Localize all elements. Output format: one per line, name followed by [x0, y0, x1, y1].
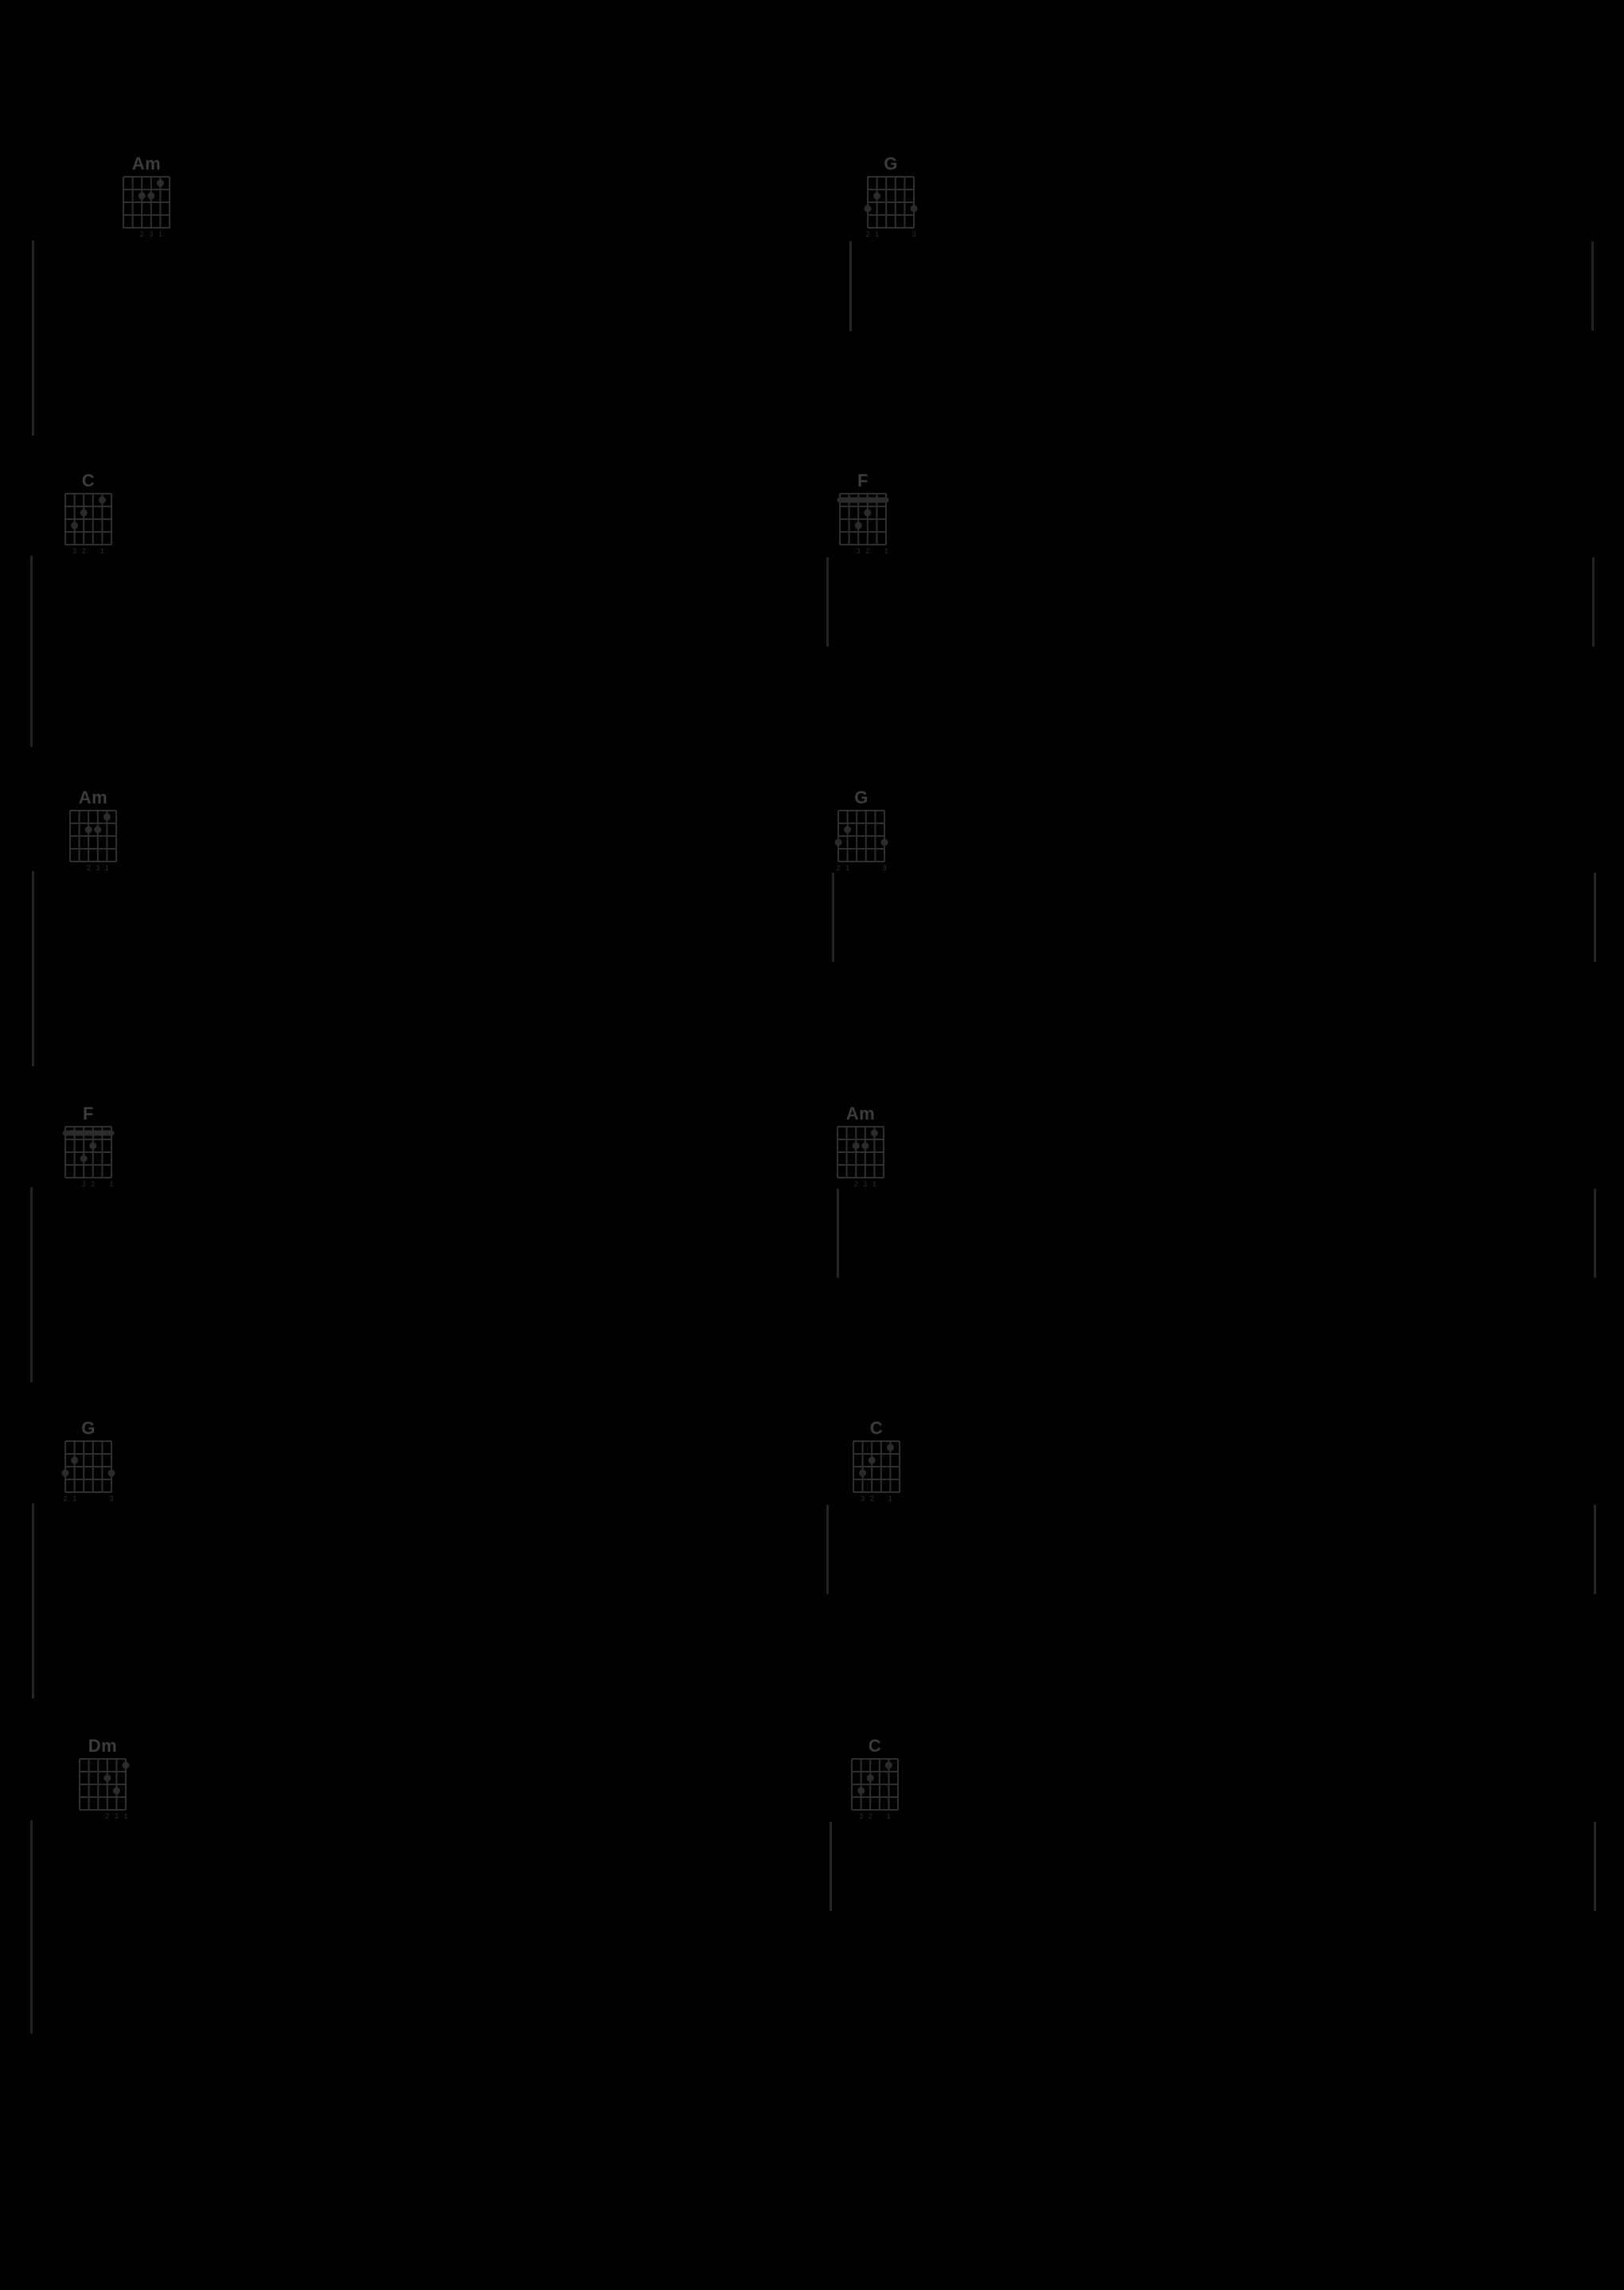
svg-text:1: 1 — [109, 1180, 114, 1188]
svg-text:2: 2 — [853, 1180, 858, 1188]
svg-text:3: 3 — [96, 864, 100, 872]
vertical-rule-7 — [832, 873, 834, 962]
svg-text:2: 2 — [836, 864, 841, 872]
vertical-rule-8 — [1594, 873, 1596, 962]
svg-text:3: 3 — [912, 230, 916, 238]
chord-grid-icon — [65, 809, 121, 874]
svg-text:2: 2 — [869, 1495, 874, 1503]
chord-diagram-c-9 — [849, 1419, 904, 1505]
svg-text:1: 1 — [884, 547, 888, 555]
svg-text:1: 1 — [872, 1180, 876, 1188]
chord-label: G — [854, 787, 869, 807]
svg-text:3: 3 — [882, 864, 887, 872]
svg-text:3: 3 — [861, 1495, 865, 1503]
chord-grid-icon — [863, 175, 919, 240]
svg-text:2: 2 — [81, 547, 86, 555]
chord-grid-icon — [835, 492, 891, 557]
vertical-rule-11 — [1594, 1189, 1596, 1278]
chord-label: C — [869, 1418, 884, 1438]
svg-text:2: 2 — [868, 1812, 873, 1820]
chord-diagram-am-7 — [833, 1104, 888, 1190]
vertical-rule-9 — [30, 1187, 33, 1382]
vertical-rule-1 — [849, 241, 852, 331]
svg-text:2: 2 — [865, 230, 870, 238]
chord-grid-icon — [833, 809, 889, 874]
chord-grid-icon — [61, 1125, 116, 1190]
svg-text:1: 1 — [123, 1812, 128, 1820]
vertical-rule-5 — [1592, 557, 1595, 647]
vertical-rule-12 — [32, 1503, 34, 1698]
svg-text:3: 3 — [109, 1495, 114, 1503]
svg-text:3: 3 — [863, 1180, 868, 1188]
chord-grid-icon — [849, 1440, 904, 1505]
chord-diagram-g-8 — [61, 1419, 116, 1505]
svg-text:1: 1 — [100, 547, 104, 555]
chord-grid-icon — [833, 1125, 888, 1190]
svg-text:1: 1 — [875, 230, 880, 238]
svg-text:3: 3 — [856, 547, 861, 555]
chord-label: F — [83, 1104, 94, 1124]
svg-text:1: 1 — [888, 1495, 892, 1503]
vertical-rule-14 — [1594, 1505, 1596, 1594]
chord-diagram-dm-10 — [75, 1737, 131, 1823]
chord-diagram-f-6 — [61, 1104, 116, 1190]
svg-text:3: 3 — [859, 1812, 864, 1820]
vertical-rule-15 — [30, 1820, 33, 2034]
vertical-rule-6 — [32, 871, 34, 1066]
chord-diagram-g-5 — [833, 788, 889, 874]
svg-text:1: 1 — [158, 230, 162, 238]
svg-text:2: 2 — [63, 1495, 68, 1503]
chord-label: Am — [131, 154, 162, 174]
svg-text:3: 3 — [114, 1812, 119, 1820]
chord-label: F — [857, 471, 869, 490]
chord-grid-icon — [61, 492, 116, 557]
chord-diagram-c-2 — [61, 471, 116, 557]
chord-diagram-am-0 — [119, 154, 174, 240]
chord-grid-icon — [847, 1757, 903, 1823]
vertical-rule-2 — [1591, 241, 1594, 330]
vertical-rule-10 — [837, 1189, 839, 1278]
chord-grid-icon — [119, 175, 174, 240]
chord-diagram-f-3 — [835, 471, 891, 557]
chord-label: Am — [845, 1104, 876, 1124]
chord-label: G — [81, 1418, 96, 1438]
chord-label: Am — [78, 787, 108, 807]
vertical-rule-0 — [32, 240, 34, 436]
svg-text:3: 3 — [149, 230, 154, 238]
chord-grid-icon — [61, 1440, 116, 1505]
chord-label: Dm — [88, 1736, 118, 1756]
chord-diagram-c-11 — [847, 1737, 903, 1823]
chord-label: C — [868, 1736, 882, 1756]
chord-grid-icon — [75, 1757, 131, 1823]
svg-text:2: 2 — [865, 547, 870, 555]
svg-text:1: 1 — [845, 864, 850, 872]
vertical-rule-17 — [1594, 1822, 1596, 1911]
svg-text:2: 2 — [105, 1812, 110, 1820]
svg-text:1: 1 — [886, 1812, 891, 1820]
vertical-rule-16 — [830, 1822, 832, 1911]
svg-text:1: 1 — [72, 1495, 77, 1503]
chord-label: C — [81, 471, 96, 490]
chord-diagram-am-4 — [65, 788, 121, 874]
svg-text:3: 3 — [72, 547, 77, 555]
svg-text:1: 1 — [104, 864, 109, 872]
svg-text:2: 2 — [91, 1180, 96, 1188]
vertical-rule-13 — [826, 1505, 829, 1594]
vertical-rule-3 — [30, 556, 33, 747]
svg-text:2: 2 — [86, 864, 91, 872]
chord-diagram-g-1 — [863, 154, 919, 240]
vertical-rule-4 — [826, 557, 829, 647]
chord-label: G — [884, 154, 898, 174]
svg-text:2: 2 — [139, 230, 144, 238]
svg-text:3: 3 — [81, 1180, 86, 1188]
